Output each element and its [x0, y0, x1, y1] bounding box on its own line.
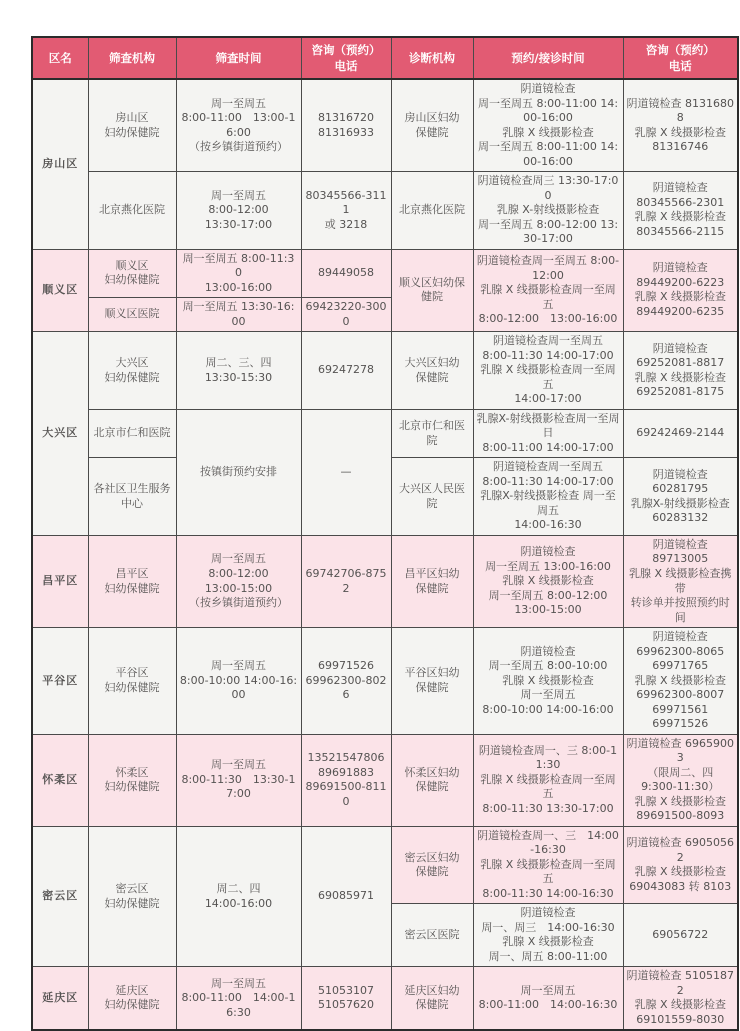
cell-screening-time: 周一至周五 8:00-11:00 14:00-16:30	[176, 967, 301, 1031]
header-diagnosis-time: 预约/接诊时间	[473, 37, 623, 79]
cell-diagnosis-phone: 阴道镜检查 69050562 乳腺 X 线摄影检查 69043083 转 8103	[623, 826, 738, 904]
cell-diagnosis-time: 阴道镜检查 周一、周三 14:00-16:30 乳腺 X 线摄影检查 周一、周五 8:00-11:00	[473, 904, 623, 967]
cell-screening-phone: 69423220-3000	[301, 298, 391, 332]
cell-screening-phone: 13521547806 89691883 89691500-8110	[301, 734, 391, 826]
cell-diagnosis-phone: 阴道镜检查 80345566-2301 乳腺 X 线摄影检查 80345566-2115	[623, 172, 738, 250]
cell-screening-time: 周一至周五 13:30-16:00	[176, 298, 301, 332]
table-header	[32, 37, 738, 79]
table-row	[32, 826, 738, 904]
cell-diagnosis-time: 阴道镜检查 周一至周五 8:00-11:00 14:00-16:00 乳腺 X 线摄影检查 周一至周五 8:00-11:00 14:00-16:00	[473, 79, 623, 172]
cell-diagnosis-phone: 阴道镜检查 89449200-6223 乳腺 X 线摄影检查 89449200-6235	[623, 249, 738, 332]
cell-diagnosis-time: 周一至周五 8:00-11:00 14:00-16:30	[473, 967, 623, 1031]
cell-diagnosis-time: 阴道镜检查周一、三 8:00-11:30 乳腺 X 线摄影检查周一至周五 8:00-11:30 13:30-17:00	[473, 734, 623, 826]
header-screening-org: 筛查机构	[88, 37, 176, 79]
cell-diagnosis-phone: 阴道镜检查 69659003 （限周二、四 9:300-11:30） 乳腺 X 线摄影检查 89691500-8093	[623, 734, 738, 826]
cell-screening-org: 各社区卫生服务中心	[88, 458, 176, 536]
cell-screening-phone: 69085971	[301, 826, 391, 967]
cell-screening-org: 顺义区医院	[88, 298, 176, 332]
table-row	[32, 535, 738, 627]
header-screening-time: 筛查时间	[176, 37, 301, 79]
cell-diagnosis-org: 大兴区妇幼 保健院	[391, 332, 473, 410]
cell-screening-time: 周一至周五 8:00-10:00 14:00-16:00	[176, 628, 301, 735]
cell-diagnosis-org: 昌平区妇幼 保健院	[391, 535, 473, 627]
cell-screening-org: 房山区 妇幼保健院	[88, 79, 176, 172]
cell-screening-org: 大兴区 妇幼保健院	[88, 332, 176, 410]
cell-diagnosis-time: 阴道镜检查 周一至周五 8:00-10:00 乳腺 X 线摄影检查 周一至周五 8:00-10:00 14:00-16:00	[473, 628, 623, 735]
table-row	[32, 409, 738, 458]
cell-diagnosis-phone: 阴道镜检查 69962300-8065 69971765 乳腺 X 线摄影检查 69962300-8007 69971561 69971526	[623, 628, 738, 735]
cell-screening-time: 周一至周五 8:00-12:00 13:00-15:00 （按乡镇街道预约）	[176, 535, 301, 627]
cell-screening-phone: 51053107 51057620	[301, 967, 391, 1031]
cell-district: 顺义区	[32, 249, 88, 332]
cell-diagnosis-time: 阴道镜检查周一至周五 8:00-12:00 乳腺 X 线摄影检查周一至周五 8:00-12:00 13:00-16:00	[473, 249, 623, 332]
table-row	[32, 332, 738, 410]
header-screening-phone: 咨询（预约） 电话	[301, 37, 391, 79]
cell-district: 房山区	[32, 79, 88, 249]
cell-diagnosis-org: 房山区妇幼 保健院	[391, 79, 473, 172]
cell-screening-phone: 69247278	[301, 332, 391, 410]
cell-diagnosis-phone: 69242469-2144	[623, 409, 738, 458]
header-diagnosis-org: 诊断机构	[391, 37, 473, 79]
cell-diagnosis-time: 阴道镜检查周一至周五 8:00-11:30 14:00-17:00 乳腺 X 线摄影检查周一至周五 14:00-17:00	[473, 332, 623, 410]
cell-diagnosis-phone: 阴道镜检查 89713005 乳腺 X 线摄影检查携带 转诊单并按照预约时间	[623, 535, 738, 627]
cell-diagnosis-phone: 阴道镜检查 81316808 乳腺 X 线摄影检查 81316746	[623, 79, 738, 172]
cell-screening-org: 北京市仁和医院	[88, 409, 176, 458]
cell-screening-phone: 80345566-3111 或 3218	[301, 172, 391, 250]
cell-screening-time: 周二、三、四 13:30-15:30	[176, 332, 301, 410]
cell-diagnosis-org: 大兴区人民医院	[391, 458, 473, 536]
cell-screening-phone: 89449058	[301, 249, 391, 298]
cell-diagnosis-org: 平谷区妇幼 保健院	[391, 628, 473, 735]
cell-district: 延庆区	[32, 967, 88, 1031]
cell-diagnosis-org: 北京市仁和医院	[391, 409, 473, 458]
cell-diagnosis-phone: 阴道镜检查 69252081-8817 乳腺 X 线摄影检查 69252081-8175	[623, 332, 738, 410]
cell-screening-time: 周一至周五 8:00-11:00 13:00-16:00 （按乡镇街道预约）	[176, 79, 301, 172]
table-row	[32, 79, 738, 172]
table-body	[32, 79, 738, 1030]
cell-diagnosis-phone: 阴道镜检查 51051872 乳腺 X 线摄影检查 69101559-8030	[623, 967, 738, 1031]
cell-diagnosis-time: 乳腺X-射线摄影检查周一至周日 8:00-11:00 14:00-17:00	[473, 409, 623, 458]
cell-screening-phone: 81316720 81316933	[301, 79, 391, 172]
cell-screening-time: 按镇街预约安排	[176, 409, 301, 535]
cell-diagnosis-org: 延庆区妇幼 保健院	[391, 967, 473, 1031]
cell-diagnosis-org: 密云区妇幼 保健院	[391, 826, 473, 904]
table-row	[32, 628, 738, 735]
cell-diagnosis-time: 阴道镜检查周一、三 14:00-16:30 乳腺 X 线摄影检查周一至周五 8:00-11:30 14:00-16:30	[473, 826, 623, 904]
cell-screening-phone: 69742706-8752	[301, 535, 391, 627]
cell-district: 怀柔区	[32, 734, 88, 826]
cell-screening-org: 延庆区 妇幼保健院	[88, 967, 176, 1031]
cell-screening-org: 顺义区 妇幼保健院	[88, 249, 176, 298]
header-row	[32, 37, 738, 79]
cell-screening-org: 怀柔区 妇幼保健院	[88, 734, 176, 826]
cell-screening-time: 周一至周五 8:00-11:30 13:00-16:00	[176, 249, 301, 298]
cell-screening-phone: —	[301, 409, 391, 535]
cell-district: 平谷区	[32, 628, 88, 735]
cell-screening-time: 周一至周五 8:00-12:00 13:30-17:00	[176, 172, 301, 250]
cell-screening-org: 北京燕化医院	[88, 172, 176, 250]
cell-diagnosis-phone: 69056722	[623, 904, 738, 967]
table-row	[32, 967, 738, 1031]
cell-screening-time: 周二、四 14:00-16:00	[176, 826, 301, 967]
cell-screening-time: 周一至周五 8:00-11:30 13:30-17:00	[176, 734, 301, 826]
cell-diagnosis-org: 怀柔区妇幼 保健院	[391, 734, 473, 826]
header-diagnosis-phone: 咨询（预约） 电话	[623, 37, 738, 79]
cell-diagnosis-org: 顺义区妇幼保健院	[391, 249, 473, 332]
cell-diagnosis-time: 阴道镜检查周三 13:30-17:00 乳腺 X-射线摄影检查 周一至周五 8:00-12:00 13:30-17:00	[473, 172, 623, 250]
screening-schedule-table	[31, 36, 739, 1031]
header-district: 区名	[32, 37, 88, 79]
cell-screening-org: 昌平区 妇幼保健院	[88, 535, 176, 627]
cell-diagnosis-org: 密云区医院	[391, 904, 473, 967]
cell-district: 密云区	[32, 826, 88, 967]
table-row	[32, 172, 738, 250]
cell-district: 大兴区	[32, 332, 88, 536]
cell-screening-org: 密云区 妇幼保健院	[88, 826, 176, 967]
table-row	[32, 249, 738, 298]
cell-diagnosis-phone: 阴道镜检查 60281795 乳腺X-射线摄影检查 60283132	[623, 458, 738, 536]
cell-district: 昌平区	[32, 535, 88, 627]
cell-diagnosis-time: 阴道镜检查周一至周五 8:00-11:30 14:00-17:00 乳腺X-射线摄影检查 周一至周五 14:00-16:30	[473, 458, 623, 536]
table-row	[32, 734, 738, 826]
cell-screening-org: 平谷区 妇幼保健院	[88, 628, 176, 735]
cell-diagnosis-time: 阴道镜检查 周一至周五 13:00-16:00 乳腺 X 线摄影检查 周一至周五 8:00-12:00 13:00-15:00	[473, 535, 623, 627]
cell-screening-phone: 69971526 69962300-8026	[301, 628, 391, 735]
cell-diagnosis-org: 北京燕化医院	[391, 172, 473, 250]
